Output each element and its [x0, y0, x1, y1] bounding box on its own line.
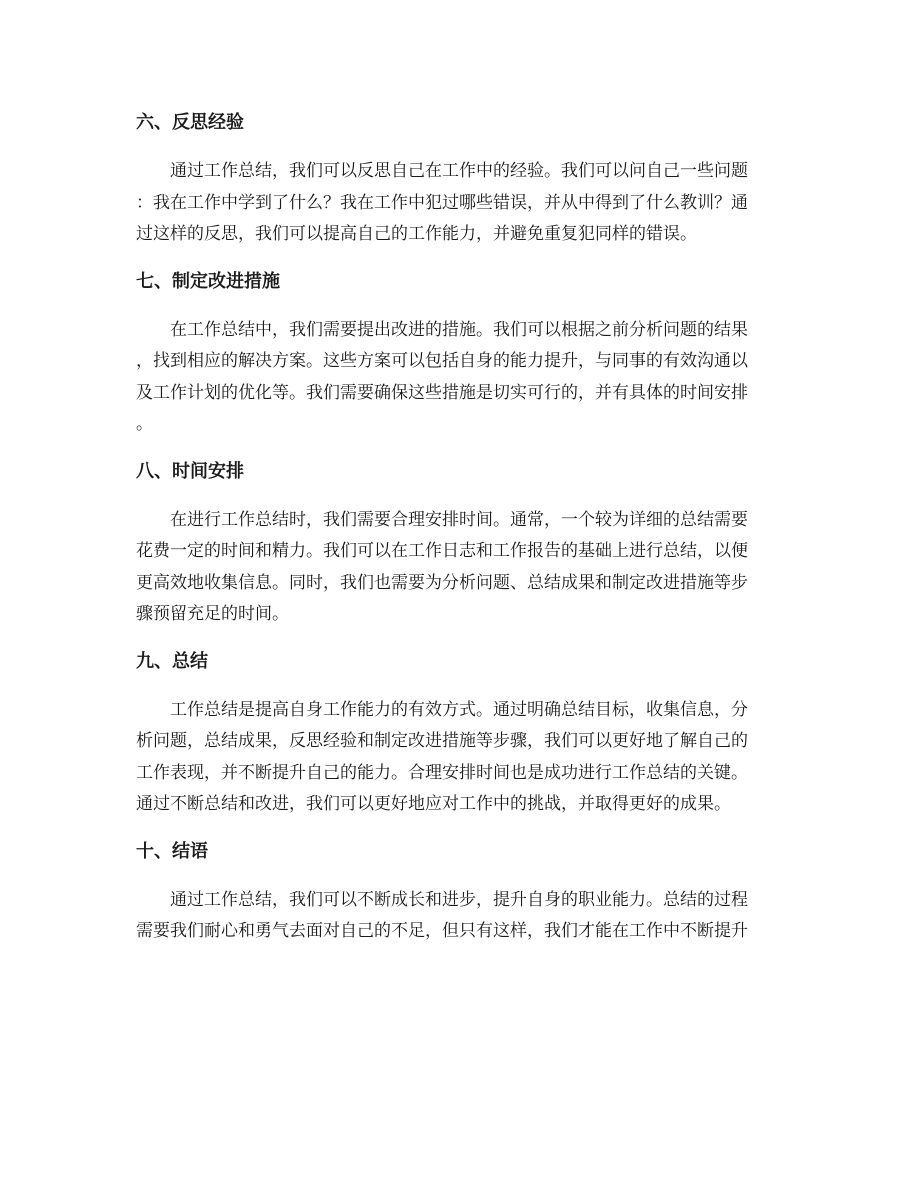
section-heading: 十、结语 [136, 840, 208, 862]
paragraph-line: 在工作总结中，我们需要提出改进的措施。我们可以根据之前分析问题的结果 [170, 319, 748, 340]
paragraph-line: 通过工作总结，我们可以反思自己在工作中的经验。我们可以问自己一些问题 [170, 161, 748, 181]
paragraph-line: 在进行工作总结时，我们需要合理安排时间。通常，一个较为详细的总结需要 [170, 509, 748, 530]
section-improvement-measures [136, 267, 784, 441]
paragraph-line: 需要我们耐心和勇气去面对自己的不足，但只有这样，我们才能在工作中不断提升 [136, 921, 748, 941]
paragraph [136, 885, 784, 948]
section-heading: 九、总结 [136, 650, 208, 672]
paragraph-line: 花费一定的时间和精力。我们可以在工作日志和工作报告的基础上进行总结，以便 [136, 541, 748, 561]
section-reflect-experience [136, 108, 784, 251]
paragraph-line: 骤预留充足的时间。 [136, 604, 289, 624]
paragraph [136, 505, 784, 631]
section-heading: 六、反思经验 [136, 112, 244, 133]
paragraph [136, 315, 784, 441]
section-time-arrangement [136, 457, 784, 631]
paragraph-line: 更高效地收集信息。同时，我们也需要为分析问题、总结成果和制定改进措施等步 [136, 572, 748, 593]
document-page [136, 108, 784, 964]
paragraph-line: ，找到相应的解决方案。这些方案可以包括自身的能力提升，与同事的有效沟通以 [136, 351, 748, 371]
section-heading: 八、时间安排 [136, 460, 244, 482]
paragraph-line: 析问题，总结成果，反思经验和制定改进措施等步骤，我们可以更好地了解自己的 [136, 731, 748, 751]
paragraph-line: 通过工作总结，我们可以不断成长和进步，提升自身的职业能力。总结的过程 [170, 889, 748, 910]
paragraph-line: ：我在工作中学到了什么？我在工作中犯过哪些错误，并从中得到了什么教训？通 [136, 192, 748, 213]
paragraph [136, 695, 784, 821]
paragraph-line: 。 [136, 414, 153, 434]
paragraph-line: 及工作计划的优化等。我们需要确保这些措施是切实可行的，并有具体的时间安排 [136, 382, 748, 403]
section-heading: 七、制定改进措施 [136, 270, 280, 292]
paragraph-line: 过这样的反思，我们可以提高自己的工作能力，并避免重复犯同样的错误。 [136, 224, 697, 244]
section-summary [136, 647, 784, 821]
paragraph-line: 工作表现，并不断提升自己的能力。合理安排时间也是成功进行工作总结的关键。 [136, 762, 748, 783]
paragraph [136, 156, 784, 251]
paragraph-line: 工作总结是提高自身工作能力的有效方式。通过明确总结目标，收集信息，分 [170, 699, 748, 720]
paragraph-line: 通过不断总结和改进，我们可以更好地应对工作中的挑战，并取得更好的成果。 [136, 794, 731, 814]
section-conclusion [136, 837, 784, 948]
